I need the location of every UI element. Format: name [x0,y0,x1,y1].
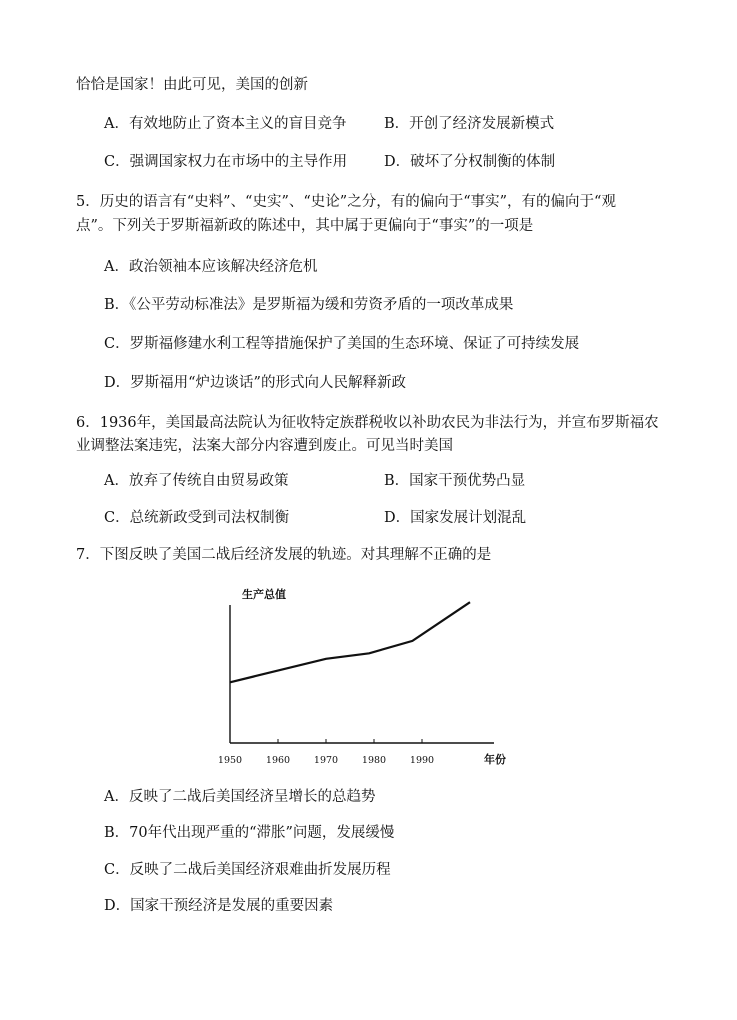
q4-option-b: B．开创了经济发展新模式 [384,116,555,132]
q7-option-c: C．反映了二战后美国经济艰难曲折发展历程 [104,862,391,878]
q6-option-d: D．国家发展计划混乱 [384,510,527,526]
series-line-0 [230,602,470,682]
x-tick-label-1990: 1990 [409,755,435,766]
q6-option-a: A．放弃了传统自由贸易政策 [104,473,289,489]
q4-option-a: A．有效地防止了资本主义的盲目竞争 [104,116,347,132]
x-tick-label-1960: 1960 [265,755,291,766]
q5-option-c: C．罗斯福修建水利工程等措施保护了美国的生态环境、保证了可持续发展 [104,336,580,352]
question-4-stem-tail: 恰恰是国家！由此可见，美国的创新 [76,77,308,93]
q7-option-d: D．国家干预经济是发展的重要因素 [104,898,334,914]
x-tick-label-1970: 1970 [313,755,339,766]
question-6-stem-line1: 6．1936年，美国最高法院认为征收特定族群税收以补助农民为非法行为，并宣布罗斯福农 [76,415,659,431]
q5-option-b: B．《公平劳动标准法》是罗斯福为缓和劳资矛盾的一项改革成果 [104,297,514,313]
q7-option-b: B．70年代出现严重的“滞胀”问题，发展缓慢 [104,825,395,841]
q5-option-d: D．罗斯福用“炉边谈话”的形式向人民解释新政 [104,375,406,391]
x-tick-label-1950: 1950 [217,755,243,766]
gdp-line-chart [217,585,522,775]
q6-option-b: B．国家干预优势凸显 [384,473,526,489]
chart-y-axis-label: 生产总值 [242,588,286,601]
q6-option-c: C．总统新政受到司法权制衡 [104,510,290,526]
question-5-stem-line1: 5．历史的语言有“史料”、“史实”、“史论”之分，有的偏向于“事实”，有的偏向于“观 [76,194,616,210]
question-5-stem-line2: 点”。下列关于罗斯福新政的陈述中，其中属于更偏向于“事实”的一项是 [76,218,534,234]
x-tick-label-1980: 1980 [361,755,387,766]
question-6-stem-line2: 业调整法案违宪，法案大部分内容遭到废止。可见当时美国 [76,438,453,454]
q5-option-a: A．政治领袖本应该解决经济危机 [104,259,318,275]
q7-option-a: A．反映了二战后美国经济呈增长的总趋势 [104,789,376,805]
question-7-stem: 7．下图反映了美国二战后经济发展的轨迹。对其理解不正确的是 [76,547,492,563]
q4-option-d: D．破坏了分权制衡的体制 [384,154,556,170]
chart-x-axis-label: 年份 [484,753,506,766]
q4-option-c: C．强调国家权力在市场中的主导作用 [104,154,348,170]
